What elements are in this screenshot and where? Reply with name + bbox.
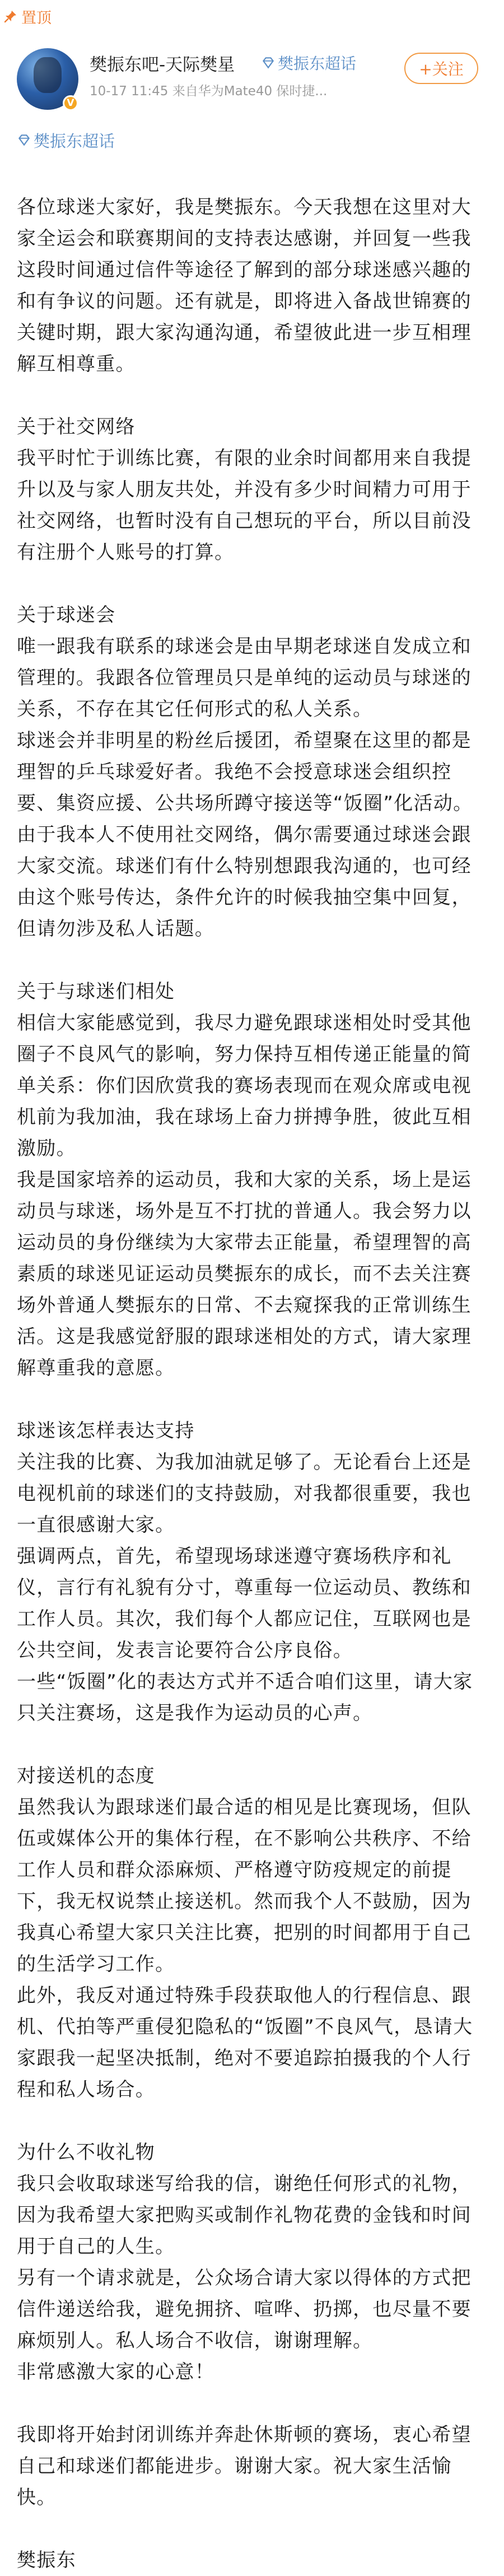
post-body <box>0 156 504 2576</box>
paragraph: 此外，我反对通过特殊手段获取他人的行程信息、跟机、代拍等严重侵犯隐私的“饭圈”不良风气，恳请大家跟我一起坚决抵制，绝对不要追踪拍摄我的个人行程和私人场合。 <box>17 1984 473 2101</box>
section-heading: 球迷该怎样表达支持 <box>17 1420 195 1442</box>
vip-badge-icon: V <box>63 95 78 111</box>
paragraph: 强调两点，首先，希望现场球迷遵守赛场秩序和礼仪，言行有礼貌有分寸，尊重每一位运动员、教练和工作人员。其次，我们每个人都应记住，互联网也是公共空间，发表言论要符合公序良俗。 <box>17 1545 472 1662</box>
paragraph: 虽然我认为跟球迷们最合适的相见是比赛现场，但队伍或媒体公开的集体行程，在不影响公共秩序、不给工作人员和群众添麻烦、严格遵守防疫规定的前提下，我无权说禁止接送机。然而我个人不鼓励，因为我真心希望大家只关注比赛，把别的时间都用于自己的生活学习工作。 <box>17 1796 472 1975</box>
topic-link-label: 樊振东超话 <box>34 131 115 151</box>
topic-link[interactable] <box>0 124 504 156</box>
super-topic-label: 樊振东超话 <box>278 54 357 73</box>
paragraph: 非常感激大家的心意！ <box>17 2361 214 2383</box>
post-meta: 10-17 11:45 来自华为Mate40 保时捷... <box>90 84 328 99</box>
pinned-label: 置顶 <box>21 9 52 27</box>
super-topic-chip[interactable] <box>261 52 356 74</box>
pin-icon <box>3 9 18 24</box>
section-heading: 对接送机的态度 <box>17 1765 156 1787</box>
diamond-icon <box>261 55 276 70</box>
paragraph: 由于我本人不使用社交网络，偶尔需要通过球迷会跟大家交流。球迷们有什么特别想跟我沟通的，也可经由这个账号传达，条件允许的时候我抽空集中回复，但请勿涉及私人话题。 <box>17 824 472 940</box>
section-heading: 关于与球迷们相处 <box>17 980 175 1003</box>
paragraph: 相信大家能感觉到，我尽力避免跟球迷相处时受其他圈子不良风气的影响，努力保持互相传递正能量的简单关系：你们因欣赏我的赛场表现而在观众席或电视机前为我加油，我在球场上奋力拼搏争胜，彼此互相激励。 <box>17 1012 472 1160</box>
paragraph: 我平时忙于训练比赛，有限的业余时间都用来自我提升以及与家人朋友共处，并没有多少时间精力可用于社交网络，也暂时没有自己想玩的平台，所以目前没有注册个人账号的打算。 <box>17 447 472 564</box>
paragraph: 我只会收取球迷写给我的信，谢绝任何形式的礼物，因为我希望大家把购买或制作礼物花费的金钱和时间用于自己的人生。 <box>17 2173 472 2258</box>
section-heading: 为什么不收礼物 <box>17 2141 156 2164</box>
paragraph: 球迷会并非明星的粉丝后援团，希望聚在这里的都是理智的乒乓球爱好者。我绝不会授意球迷会组织控要、集资应援、公共场所蹲守接送等“饭圈”化活动。 <box>17 729 473 815</box>
pinned-bar <box>0 0 504 32</box>
section-heading: 关于球迷会 <box>17 604 116 626</box>
paragraph: 关注我的比赛、为我加油就足够了。无论看台上还是电视机前的球迷们的支持鼓励，对我都很重要，我也一直很感谢大家。 <box>17 1451 472 1536</box>
signature: 樊振东 <box>17 2549 76 2572</box>
follow-button[interactable]: +关注 <box>404 53 478 84</box>
paragraph: 我是国家培养的运动员，我和大家的关系，场上是运动员与球迷，场外是互不打扰的普通人。我会努力以运动员的身份继续为大家带去正能量，希望理智的高素质的球迷见证运动员樊振东的成长，而不去关注赛场外普通人樊振东的日常、不去窥探我的正常训练生活。这是我感觉舒服的跟球迷相处的方式，请大家理解尊重我的意愿。 <box>17 1169 472 1379</box>
user-name[interactable]: 樊振东吧-天际樊星 <box>90 55 235 75</box>
closing-paragraph: 我即将开始封闭训练并奔赴休斯顿的赛场，衷心希望自己和球迷们都能进步。谢谢大家。祝大家生活愉快。 <box>17 2424 472 2509</box>
paragraph: 一些“饭圈”化的表达方式并不适合咱们这里，请大家只关注赛场，这是我作为运动员的心声。 <box>17 1671 473 1724</box>
post-header <box>0 32 504 124</box>
diamond-icon <box>17 133 31 147</box>
section-heading: 关于社交网络 <box>17 416 136 438</box>
paragraph: 另有一个请求就是，公众场合请大家以得体的方式把信件递送给我，避免拥挤、喧哗、扔掷，也尽量不要麻烦别人。私人场合不收信，谢谢理解。 <box>17 2267 472 2352</box>
paragraph: 各位球迷大家好，我是樊振东。今天我想在这里对大家全运会和联赛期间的支持表达感谢，并回复一些我这段时间通过信件等途径了解到的部分球迷感兴趣的和有争议的问题。还有就是，即将进入备战世锦赛的关键时期，跟大家沟通沟通，希望彼此进一步互相理解互相尊重。 <box>17 196 472 375</box>
paragraph: 唯一跟我有联系的球迷会是由早期老球迷自发成立和管理的。我跟各位管理员只是单纯的运动员与球迷的关系，不存在其它任何形式的私人关系。 <box>17 635 472 720</box>
